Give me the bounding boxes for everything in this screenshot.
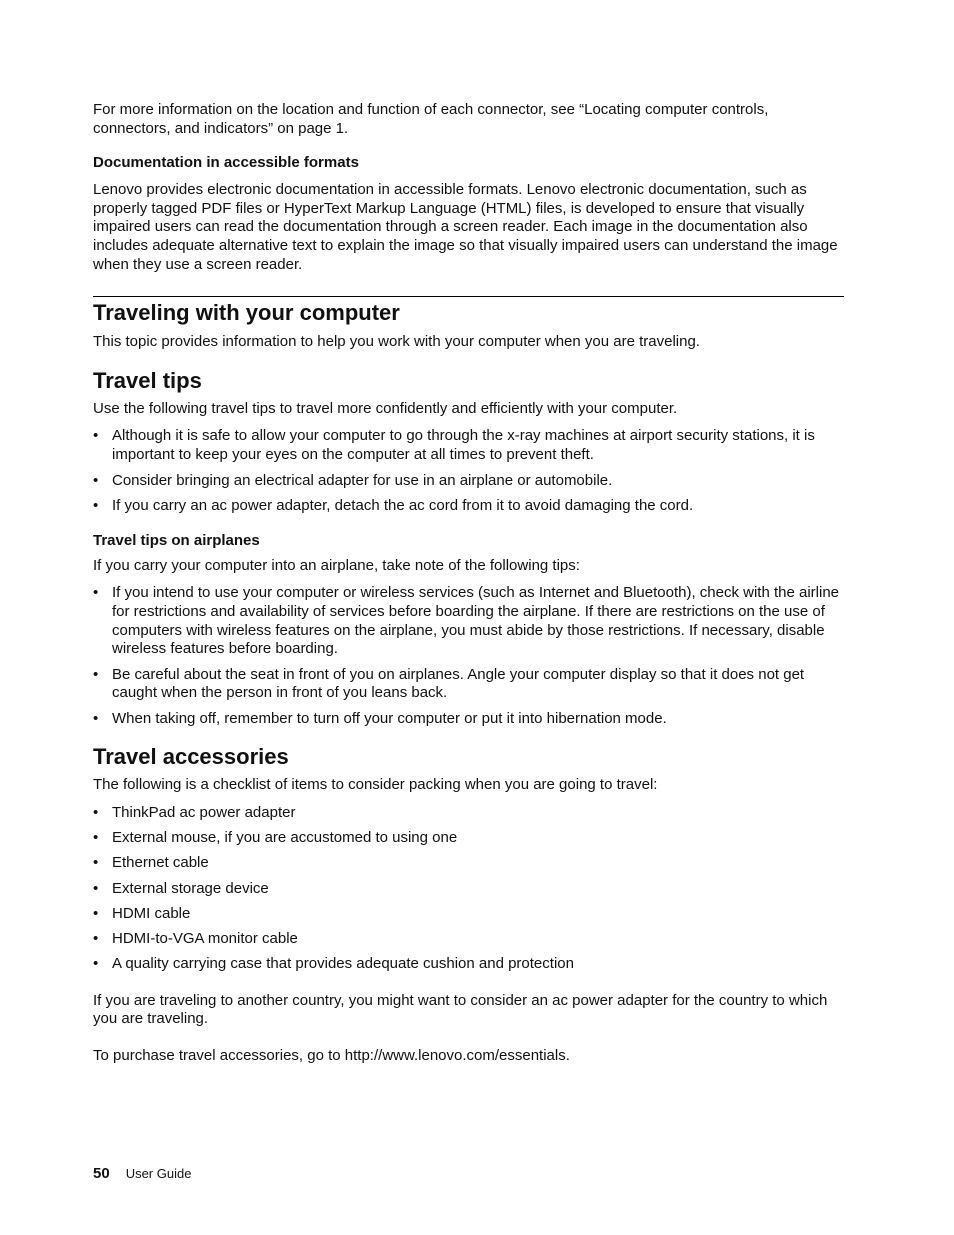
list-item (93, 584, 845, 658)
travel-tips-intro: Use the following travel tips to travel more confidently and efficiently with your computer. (93, 399, 678, 417)
list-item (93, 427, 845, 464)
list-item (93, 880, 845, 899)
list-item-text: When taking off, remember to turn off your computer or put it into hibernation mode. (112, 709, 667, 727)
list-item-text: If you carry an ac power adapter, detach the ac cord from it to avoid damaging the cord. (112, 497, 694, 515)
traveling-heading: Traveling with your computer (93, 300, 400, 326)
bullet-icon: • (93, 584, 99, 602)
list-item (93, 472, 845, 491)
airplanes-list (93, 584, 845, 728)
bullet-icon: • (93, 665, 99, 683)
traveling-paragraph: This topic provides information to help you work with your computer when you are traveling. (93, 333, 700, 351)
list-item-text: External mouse, if you are accustomed to using one (112, 829, 458, 847)
list-item-text: If you intend to use your computer or wireless services (such as Internet and Bluetooth), check with the airline for restrictions and availability of services before boarding the airplane. If there are restrictions on the use of computers with wireless features on the airplane, you must abide by those restrictions. If necessary, disable wireless features before boarding. (112, 584, 840, 658)
travel-tips-list (93, 427, 845, 515)
bullet-icon: • (93, 879, 99, 897)
list-item-text: Be careful about the seat in front of you on airplanes. Angle your computer display so that it does not get caught when the person in front of you leans back. (112, 665, 805, 702)
list-item (93, 497, 845, 516)
list-item-text: A quality carrying case that provides adequate cushion and protection (112, 955, 574, 973)
country-note: If you are traveling to another country, you might want to consider an ac power adapter for the country to which you are traveling. (93, 991, 828, 1028)
accessories-intro: The following is a checklist of items to consider packing when you are going to travel: (93, 776, 658, 794)
bullet-icon: • (93, 497, 99, 515)
accessible-formats-paragraph: Lenovo provides electronic documentation in accessible formats. Lenovo electronic documentation, such as properly tagged PDF files or HyperText Markup Language (HTML) files, is developed to ensure that visually impaired users can read the documentation through a screen reader. Each image in the documentation also includes adequate alternative text to explain the image so that visually impaired users can understand the image when they use a screen reader. (93, 181, 838, 273)
accessories-list (93, 804, 845, 974)
bullet-icon: • (93, 854, 99, 872)
list-item-text: HDMI-to-VGA monitor cable (112, 930, 298, 947)
list-item (93, 905, 845, 924)
footer-title: User Guide (125, 1166, 192, 1181)
list-item (93, 829, 845, 848)
bullet-icon: • (93, 829, 99, 847)
list-item (93, 804, 845, 823)
list-item-text: Although it is safe to allow your computer to go through the x-ray machines at airport security stations, it is important to keep your eyes on the computer at all times to prevent theft. (112, 427, 815, 463)
list-item (93, 955, 845, 974)
bullet-icon: • (93, 471, 99, 489)
list-item-text: HDMI cable (112, 904, 191, 922)
page-footer (93, 1165, 191, 1183)
accessible-formats-heading: Documentation in accessible formats (93, 154, 359, 172)
purchase-note: To purchase travel accessories, go to http://www.lenovo.com/essentials. (93, 1046, 570, 1064)
intro-paragraph: For more information on the location and function of each connector, see “Locating computer controls, connectors, and indicators” on page 1. (93, 101, 769, 137)
airplanes-heading: Travel tips on airplanes (93, 531, 260, 549)
list-item (93, 930, 845, 949)
bullet-icon: • (93, 930, 99, 947)
list-item (93, 710, 845, 729)
page-number: 50 (93, 1165, 110, 1182)
bullet-icon: • (93, 427, 99, 445)
list-item-text: ThinkPad ac power adapter (112, 804, 296, 822)
bullet-icon: • (93, 709, 99, 727)
list-item-text: External storage device (112, 879, 269, 897)
airplanes-intro: If you carry your computer into an airplane, take note of the following tips: (93, 556, 580, 574)
travel-tips-heading: Travel tips (93, 367, 202, 393)
bullet-icon: • (93, 904, 99, 922)
list-item (93, 854, 845, 873)
list-item (93, 666, 845, 703)
bullet-icon: • (93, 804, 99, 822)
document-page (93, 101, 845, 1066)
accessories-heading: Travel accessories (93, 744, 289, 770)
bullet-icon: • (93, 955, 99, 973)
list-item-text: Ethernet cable (112, 854, 209, 872)
list-item-text: Consider bringing an electrical adapter for use in an airplane or automobile. (112, 471, 613, 489)
